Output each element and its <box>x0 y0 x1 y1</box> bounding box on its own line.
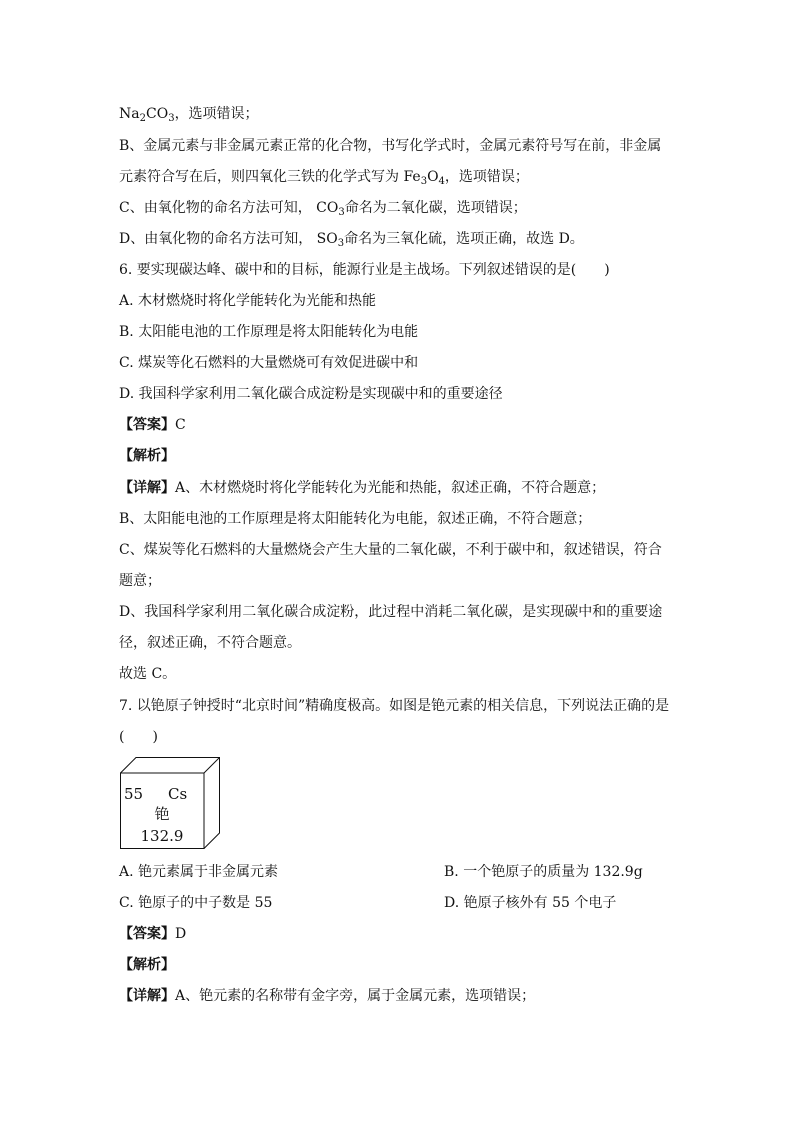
text-line: $Na_2CO_3$，选项错误； <box>119 106 259 124</box>
conclusion-6: 故选 C。 <box>119 666 177 682</box>
answer-6: 【答案】C <box>119 417 186 433</box>
text-line: D、由氧化物的命名方法可知， $SO_3$命名为三氧化硫，选项正确，故选 D。 <box>119 231 584 249</box>
answer-7: 【答案】D <box>119 926 187 942</box>
atomic-mass: 132.9 <box>140 827 184 845</box>
text-line: 元素符合写在后，则四氧化三铁的化学式写为 $Fe_3O_4$，选项错误； <box>119 169 529 187</box>
option-6c: C. 煤炭等化石燃料的大量燃烧可有效促进碳中和 <box>119 355 419 371</box>
analysis-heading-6: 【解析】 <box>119 448 175 464</box>
question-6: 6. 要实现碳达峰、碳中和的目标，能源行业是主战场。下列叙述错误的是( ) <box>119 262 610 278</box>
option-6b: B. 太阳能电池的工作原理是将太阳能转化为电能 <box>119 324 419 340</box>
option-6d: D. 我国科学家利用二氧化碳合成淀粉是实现碳中和的重要途径 <box>119 386 503 402</box>
text-line: C、由氧化物的命名方法可知， $CO_3$命名为二氧化碳，选项错误； <box>119 200 527 218</box>
detail-6a: 【详解】A、木材燃烧时将化学能转化为光能和热能，叙述正确，不符合题意； <box>119 480 606 496</box>
detail-6b: B、太阳能电池的工作原理是将太阳能转化为电能，叙述正确，不符合题意； <box>119 511 592 527</box>
analysis-heading-7: 【解析】 <box>119 957 175 973</box>
option-7b: B. 一个铯原子的质量为 132.9g <box>444 864 643 880</box>
element-name: 铯 <box>154 805 170 823</box>
question-7-cont: ( ) <box>119 729 158 745</box>
question-7: 7. 以铯原子钟授时“北京时间”精确度极高。如图是铯元素的相关信息，下列说法正确的是 <box>119 698 670 714</box>
option-7d: D. 铯原子核外有 55 个电子 <box>444 895 617 911</box>
detail-6c: C、煤炭等化石燃料的大量燃烧会产生大量的二氧化碳，不利于碳中和，叙述错误，符合 <box>119 542 662 558</box>
detail-6d-cont: 径，叙述正确，不符合题意。 <box>119 635 301 651</box>
option-7c: C. 铯原子的中子数是 55 <box>119 895 273 911</box>
atomic-number: 55 <box>124 785 144 803</box>
text-line: B、金属元素与非金属元素正常的化合物，书写化学式时，金属元素符号写在前，非金属 <box>119 138 662 154</box>
option-6a: A. 木材燃烧时将化学能转化为光能和热能 <box>119 293 377 309</box>
element-symbol: Cs <box>168 785 188 803</box>
detail-7a: 【详解】A、铯元素的名称带有金字旁，属于金属元素，选项错误； <box>119 988 536 1004</box>
detail-6c-cont: 题意； <box>119 573 161 589</box>
detail-6d: D、我国科学家利用二氧化碳合成淀粉，此过程中消耗二氧化碳，是实现碳中和的重要途 <box>119 604 663 620</box>
cesium-element-card <box>120 757 220 849</box>
option-7a: A. 铯元素属于非金属元素 <box>119 864 279 880</box>
